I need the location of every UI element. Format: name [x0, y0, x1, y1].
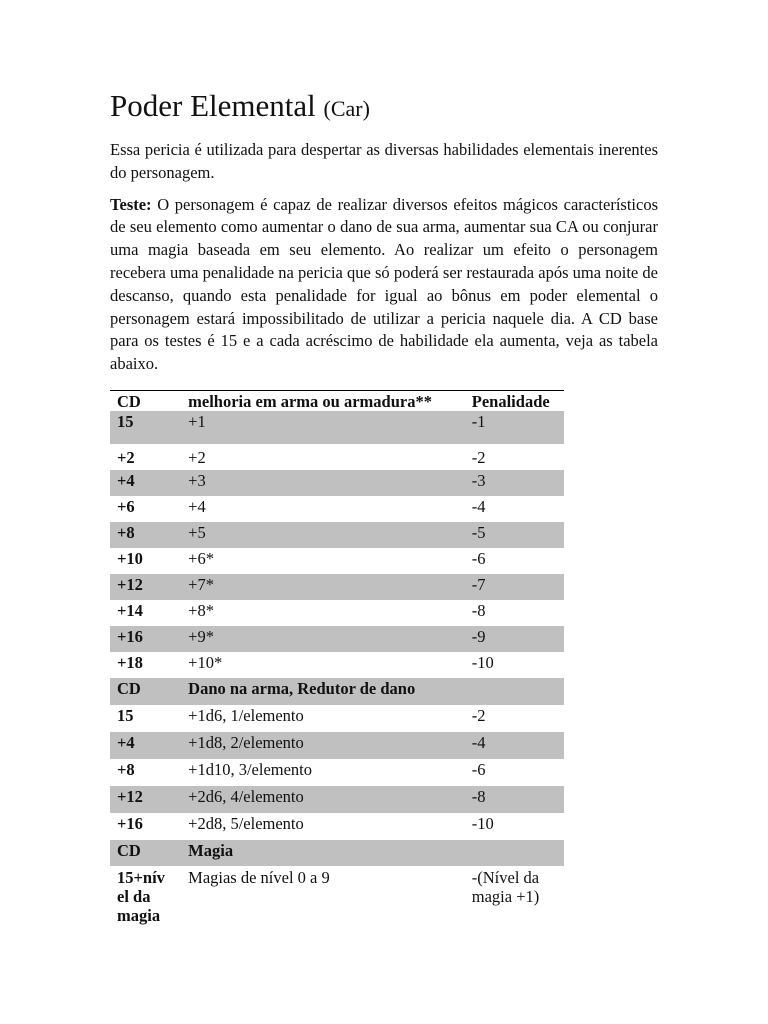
cell-penalty: -10 — [471, 813, 494, 833]
cell-cd: +14 — [117, 600, 143, 620]
table-row — [110, 786, 564, 813]
cell-penalty — [465, 866, 564, 925]
cell-effect: +2 — [188, 447, 206, 467]
cell-effect: +3 — [181, 470, 465, 496]
cell-cd: +4 — [110, 470, 181, 496]
cell-effect: +1 — [181, 411, 465, 444]
cell-penalty: -8 — [471, 600, 486, 620]
cell-effect: +2d6, 4/elemento — [181, 786, 465, 813]
title-main: Poder Elemental — [110, 88, 316, 123]
table-row — [110, 470, 564, 496]
cell-penalty: -6 — [471, 548, 486, 568]
cell-effect: +1d6, 1/elemento — [188, 705, 304, 725]
document-page — [110, 86, 658, 925]
table-row — [110, 496, 564, 522]
cell-effect: +5 — [181, 522, 465, 548]
cell-cd: +10 — [117, 548, 143, 568]
test-label: Teste: — [110, 194, 152, 214]
table-row — [110, 759, 564, 786]
cell-cd: 15 — [117, 705, 134, 725]
section-header-row — [110, 840, 564, 866]
cell-effect: +2d8, 5/elemento — [188, 813, 304, 833]
cd-line: 15+nív — [117, 867, 165, 887]
cell-cd: 15 — [110, 411, 181, 444]
section-header-row — [110, 678, 564, 705]
test-paragraph — [110, 194, 658, 376]
cell-cd: +12 — [110, 786, 181, 813]
test-text: O personagem é capaz de realizar diversos efeitos mágicos característicos de seu elemento como aumentar o dano de sua arma, aumentar sua CA ou conjurar uma magia baseada em seu elemento. Ao realizar um efeito o personagem recebera uma penalidade na pericia que só poderá ser restaurada após uma noite de descanso, quando esta penalidade for igual ao bônus em poder elemental o personagem estará impossibilitado de utilizar a pericia naquele dia. A CD base para os testes é 15 e a cada acréscimo de habilidade ela aumenta, veja as tabela abaixo. — [110, 194, 658, 374]
table-row — [110, 813, 564, 840]
header-cd: CD — [110, 390, 181, 411]
cell-effect: +10* — [188, 652, 223, 672]
cell-penalty: -1 — [465, 411, 564, 444]
cell-penalty: -5 — [465, 522, 564, 548]
header-penalty: Penalidade — [465, 390, 564, 411]
table-row — [110, 705, 564, 732]
penalty-line: -(Nível da — [471, 867, 540, 887]
cell-cd — [110, 866, 181, 925]
cell-penalty: -4 — [471, 496, 486, 516]
table-row — [110, 600, 564, 626]
table-row — [110, 574, 564, 600]
cell-penalty: -4 — [465, 732, 564, 759]
page-title — [110, 86, 658, 129]
cell-effect: +9* — [181, 626, 465, 652]
cell-penalty: -2 — [471, 705, 486, 725]
cell-cd: +6 — [117, 496, 135, 516]
cell-cd: +8 — [117, 759, 135, 779]
table-header-row — [110, 390, 564, 411]
cell-effect: +6* — [188, 548, 214, 568]
cell-cd: +18 — [117, 652, 143, 672]
table-row — [110, 548, 564, 574]
cell-penalty: -9 — [465, 626, 564, 652]
cell-effect: +1d10, 3/elemento — [188, 759, 313, 779]
penalty-line: magia +1) — [471, 886, 540, 906]
section-header-effect: Dano na arma, Redutor de dano — [181, 678, 564, 705]
table-row — [110, 522, 564, 548]
cell-penalty: -8 — [465, 786, 564, 813]
table-row — [110, 732, 564, 759]
cell-penalty: -3 — [465, 470, 564, 496]
header-effect: melhoria em arma ou armadura** — [181, 390, 465, 411]
cell-cd: +16 — [110, 626, 181, 652]
cell-penalty: -6 — [471, 759, 486, 779]
title-attribute: (Car) — [323, 96, 370, 121]
table-row — [110, 652, 564, 678]
cell-effect: +7* — [181, 574, 465, 600]
table-row — [110, 411, 564, 444]
cell-penalty: -7 — [465, 574, 564, 600]
cell-effect: +4 — [188, 496, 206, 516]
intro-paragraph: Essa pericia é utilizada para despertar as diversas habilidades elementais inerentes do personagem. — [110, 140, 658, 182]
cd-table — [110, 390, 564, 925]
section-header-cd: CD — [110, 840, 181, 866]
section-header-cd: CD — [110, 678, 181, 705]
table-row — [110, 866, 564, 925]
cell-cd: +16 — [117, 813, 143, 833]
cell-cd: +8 — [110, 522, 181, 548]
cell-cd: +4 — [110, 732, 181, 759]
cd-line: el da — [117, 886, 151, 906]
table-row — [110, 444, 564, 470]
table-row — [110, 626, 564, 652]
cd-line: magia — [117, 905, 161, 925]
cell-effect: +8* — [188, 600, 214, 620]
cell-cd: +2 — [117, 447, 135, 467]
cell-penalty: -10 — [471, 652, 494, 672]
cell-effect: Magias de nível 0 a 9 — [188, 867, 330, 887]
section-header-effect: Magia — [181, 840, 564, 866]
cell-cd: +12 — [110, 574, 181, 600]
cell-effect: +1d8, 2/elemento — [181, 732, 465, 759]
cell-penalty: -2 — [471, 447, 486, 467]
